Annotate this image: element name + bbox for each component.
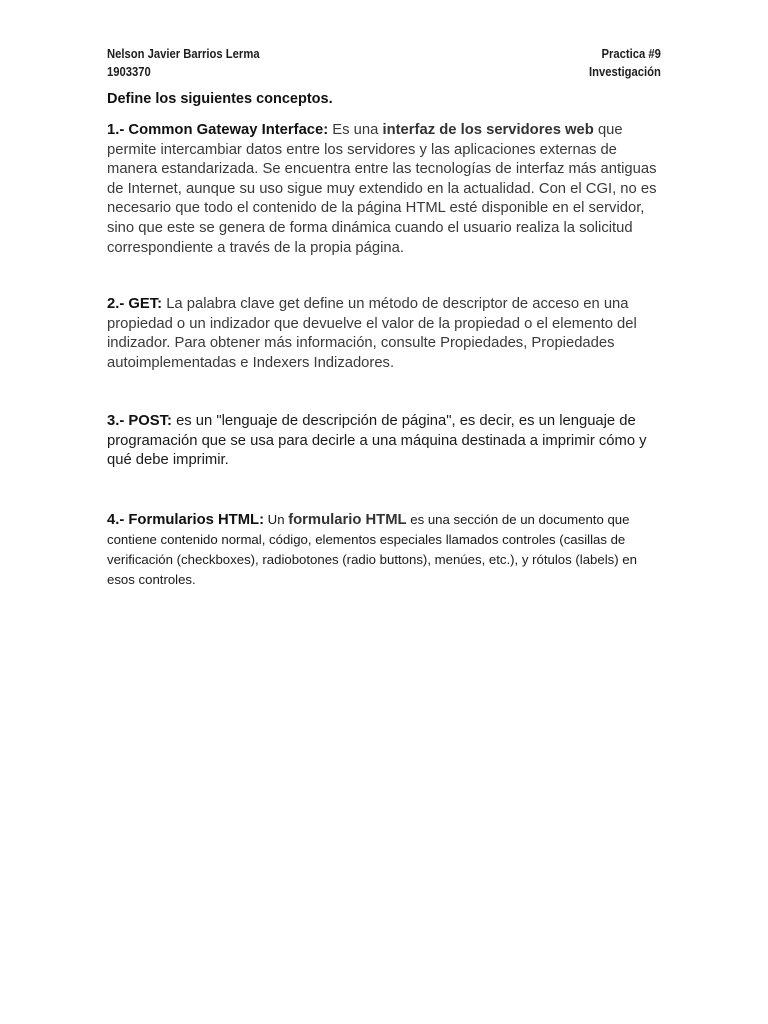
definition-html-forms-pre: Un xyxy=(264,512,289,527)
definition-html-forms xyxy=(107,510,667,590)
term-html-forms: 4.- Formularios HTML: xyxy=(107,512,265,528)
definition-cgi-text: que permite intercambiar datos entre los servidores y las aplicaciones externas de manera estandarizada. Se encuentra entre las tecnologías de interfaz más antiguas de Internet, aunque su uso sigue muy extendido en la actualidad. Con el CGI, no es necesario que todo el contenido de la página HTML esté disponible en el servidor, sino que este se genera de forma dinámica cuando el usuario realiza la solicitud correspondiente a través de la propia página. xyxy=(107,122,657,256)
term-post: 3.- POST: xyxy=(107,413,172,429)
definition-html-forms-emphasis: formulario HTML xyxy=(288,512,407,528)
definition-post-text: es un "lenguaje de descripción de página", es decir, es un lenguaje de programación que se usa para decirle a una máquina destinada a imprimir cómo y qué debe imprimir. xyxy=(107,413,647,469)
author-name: Nelson Javier Barrios Lerma xyxy=(107,47,260,61)
header-left xyxy=(107,45,260,81)
definition-get-text: La palabra clave get define un método de descriptor de acceso en una propiedad o un indizador que devuelve el valor de la propiedad o el elemento del indizador. Para obtener más información, consulte Propiedades, Propiedades autoimplementadas e Indexers Indizadores. xyxy=(107,296,637,371)
definition-cgi-pre: Es una xyxy=(328,122,383,138)
definition-get xyxy=(107,295,667,373)
category: Investigación xyxy=(589,65,661,79)
header-right xyxy=(589,45,661,81)
definition-cgi-emphasis: interfaz de los servidores web xyxy=(382,122,594,138)
intro-heading: Define los siguientes conceptos. xyxy=(107,91,333,107)
definition-html-forms-text: es una sección de un documento que contiene contenido normal, código, elementos especiales llamados controles (casillas de verificación (checkboxes), radiobotones (radio buttons), menúes, etc.), y rótulos (labels) en esos controles. xyxy=(107,512,637,587)
term-get: 2.- GET: xyxy=(107,296,163,312)
student-id: 1903370 xyxy=(107,65,151,79)
term-cgi: 1.- Common Gateway Interface: xyxy=(107,122,329,138)
definition-post xyxy=(107,412,667,471)
definition-cgi xyxy=(107,121,667,258)
practice-number: Practica #9 xyxy=(601,47,661,61)
